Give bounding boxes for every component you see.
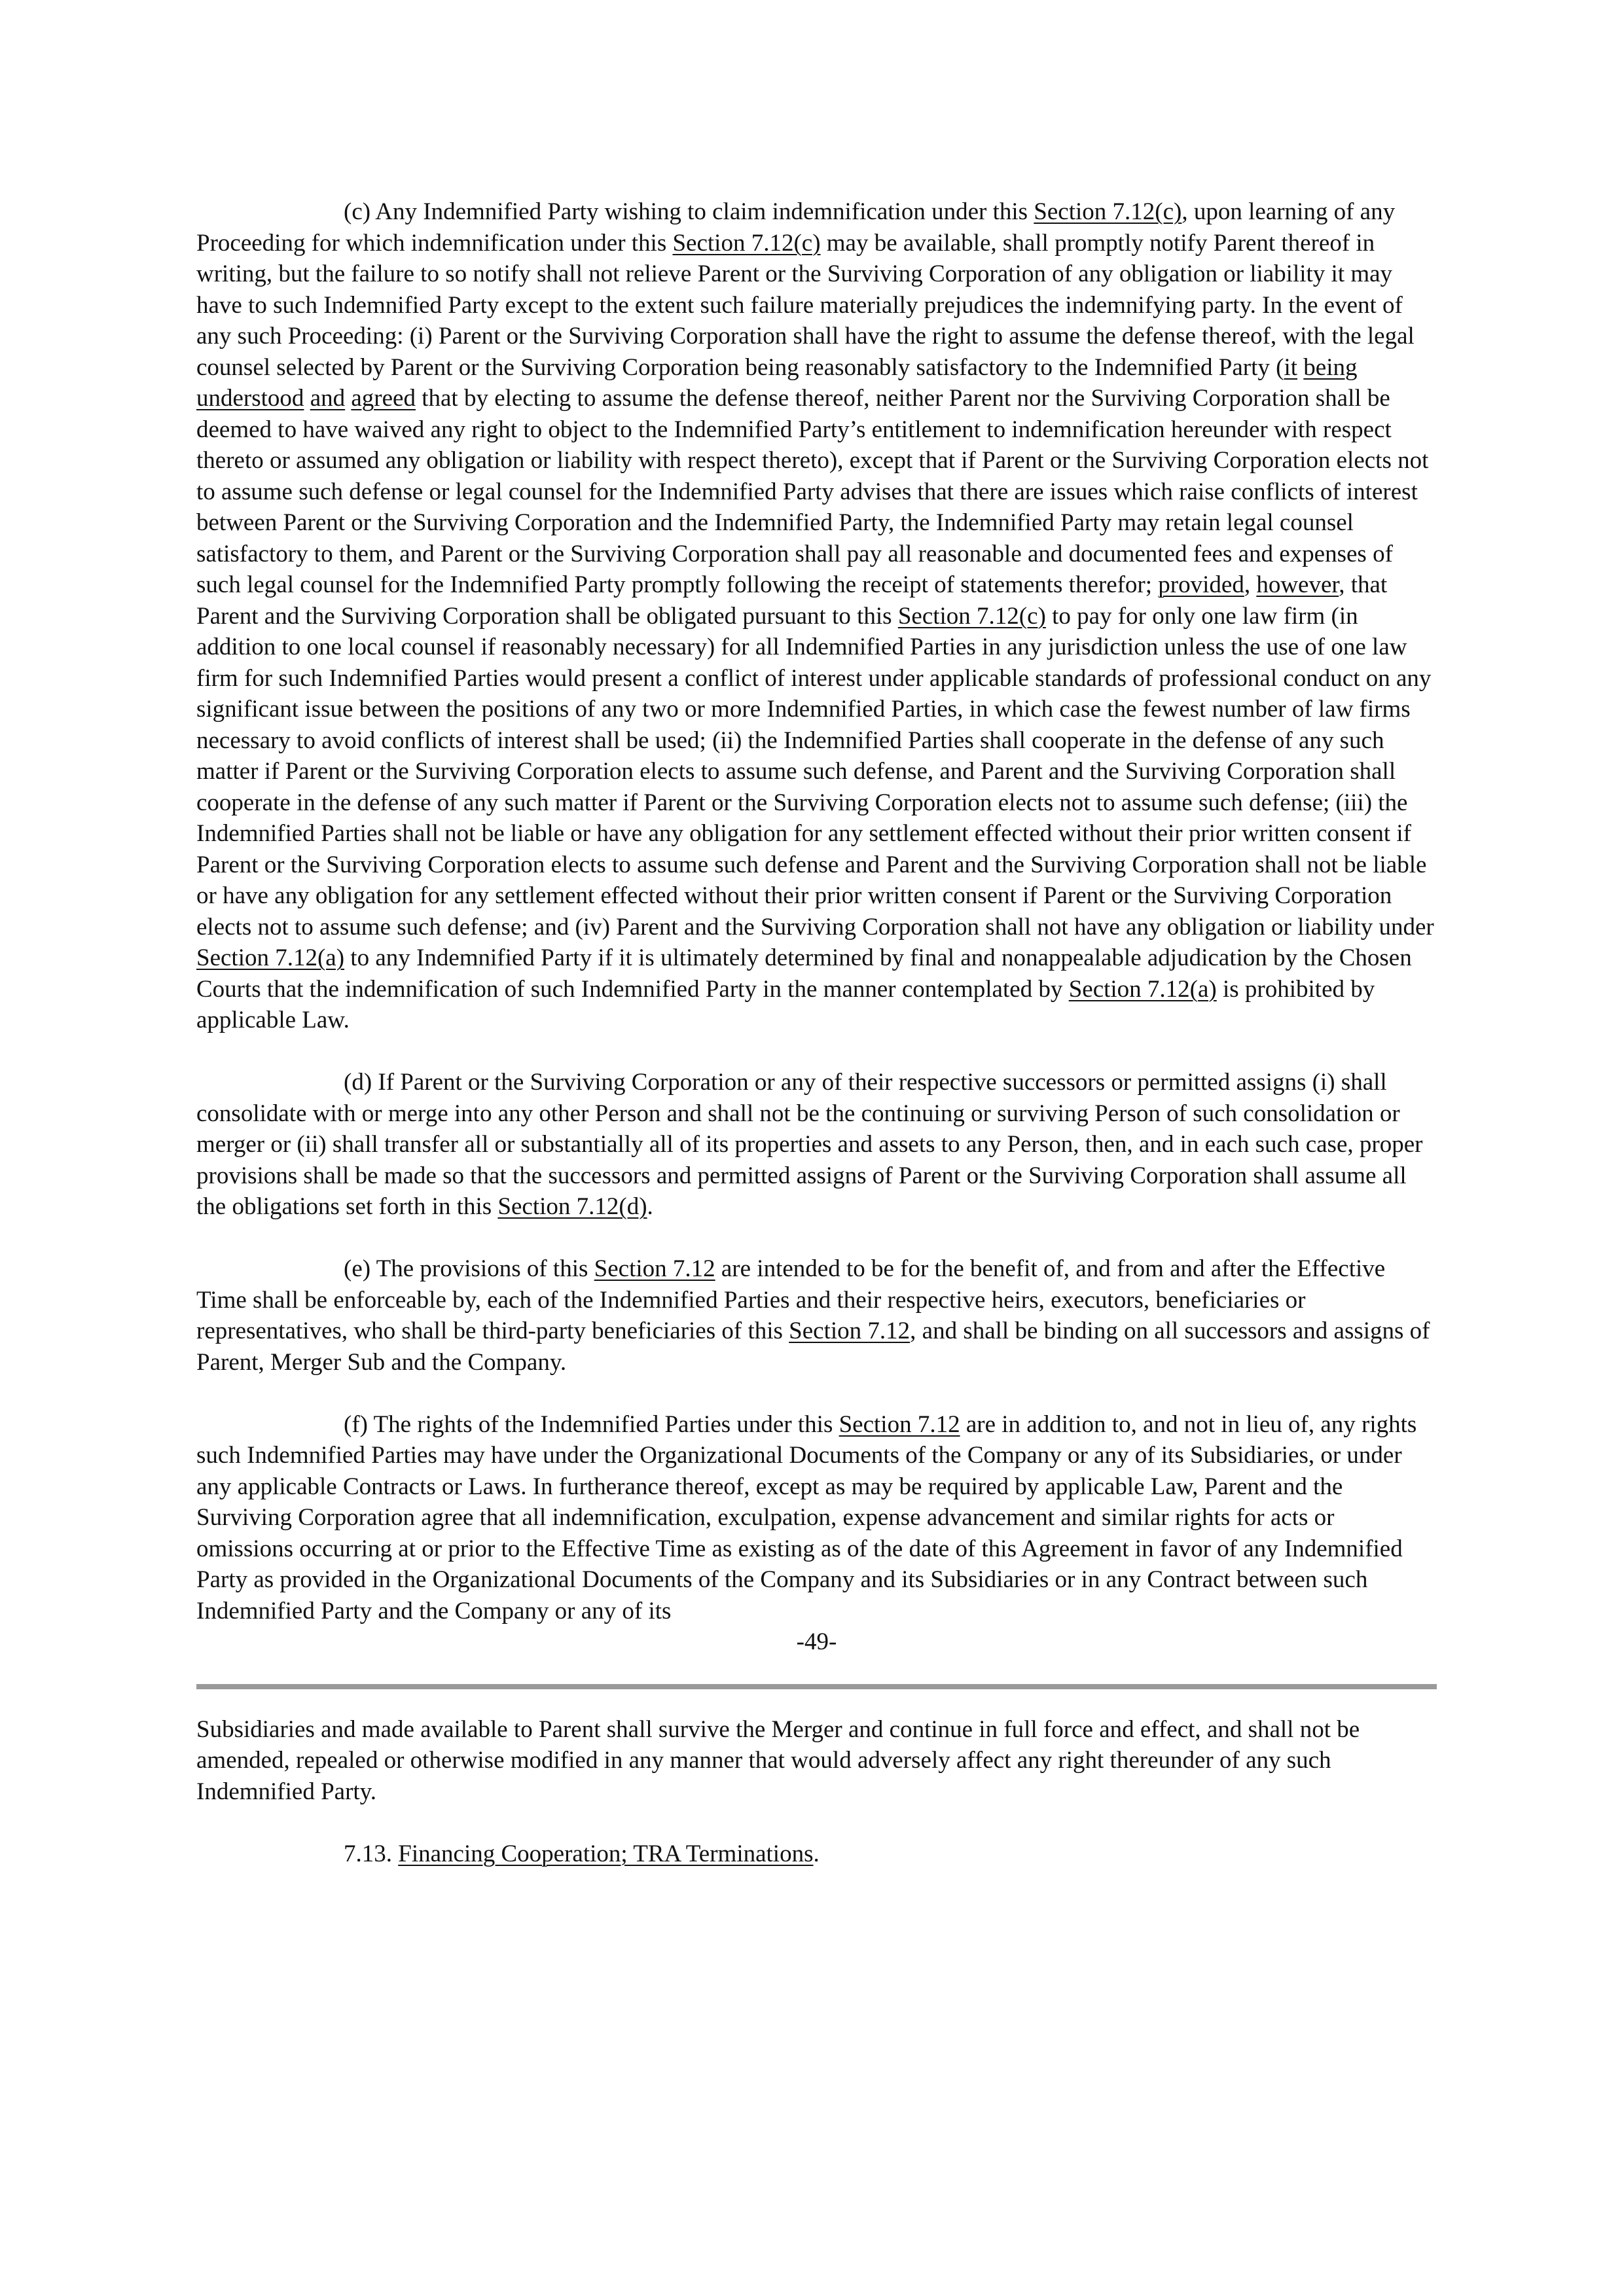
section-ref: Section 7.12(c) xyxy=(1034,198,1182,225)
document-page xyxy=(196,196,1437,1869)
paragraph-d: (d) If Parent or the Surviving Corporation or any of their respective successors or permitted assigns (i) shall consolidate with or merge into any other Person and shall not be the continuing or surviving Person of such consolidation or merger or (ii) shall transfer all or substantially all of its properties and assets to any Person, then, and in each such case, proper provisions shall be made so that the successors and permitted assigns of Parent or the Surviving Corporation shall assume all the obligations set forth in this Section 7.12(d). xyxy=(196,1069,1423,1220)
section-ref: Section 7.12 xyxy=(789,1318,911,1344)
section-ref: Section 7.12 xyxy=(594,1255,715,1282)
section-heading-title: Financing Cooperation; TRA Terminations xyxy=(398,1840,814,1867)
section-ref: Section 7.12(c) xyxy=(672,229,821,257)
page-break-divider xyxy=(196,1684,1437,1689)
section-ref: Section 7.12(d) xyxy=(497,1193,647,1220)
paragraph-c: (c) Any Indemnified Party wishing to claim indemnification under this Section 7.12(c), upon learning of any Proceeding for which indemnification under this Section 7.12(c) may be available, shall promptly notify Parent thereof in writing, but the failure to so notify shall not relieve Parent or the Surviving Corporation of any obligation or liability it may have to such Indemnified Party except to the extent such failure materially prejudices the indemnifying party. In the event of any such Proceeding: (i) Parent or the Surviving Corporation shall have the right to assume the defense thereof, with the legal counsel selected by Parent or the Surviving Corporation being reasonably satisfactory to the Indemnified Party (it being understood and agreed that by electing to assume the defense thereof, neither Parent nor the Surviving Corporation shall be deemed to have waived any right to object to the Indemnified Party’s entitlement to indemnification hereunder with respect thereto or assumed any obligation or liability with respect thereto), except that if Parent or the Surviving Corporation elects not to assume such defense or legal counsel for the Indemnified Party advises that there are issues which raise conflicts of interest between Parent or the Surviving Corporation and the Indemnified Party, the Indemnified Party may retain legal counsel satisfactory to them, and Parent or the Surviving Corporation shall pay all reasonable and documented fees and expenses of such legal counsel for the Indemnified Party promptly following the receipt of statements therefor; provided, however, that Parent and the Surviving Corporation shall be obligated pursuant to this Section 7.12(c) to pay for only one law firm (in addition to one local counsel if reasonably necessary) for all Indemnified Parties in any jurisdiction unless the use of one law firm for such Indemnified Parties would present a conflict of interest under applicable standards of professional conduct on any significant issue between the positions of any two or more Indemnified Parties, in which case the fewest number of law firms necessary to avoid conflicts of interest shall be used; (ii) the Indemnified Parties shall cooperate in the defense of any such matter if Parent or the Surviving Corporation elects to assume such defense, and Parent and the Surviving Corporation shall cooperate in the defense of any such matter if Parent or the Surviving Corporation elects not to assume such defense; (iii) the Indemnified Parties shall not be liable or have any obligation for any settlement effected without their prior written consent if Parent or the Surviving Corporation elects to assume such defense and Parent and the Surviving Corporation shall not be liable or have any obligation for any settlement effected without their prior written consent if Parent or the Surviving Corporation elects not to assume such defense; and (iv) Parent and the Surviving Corporation shall not have any obligation or liability under Section 7.12(a) to any Indemnified Party if it is ultimately determined by final and nonappealable adjudication by the Chosen Courts that the indemnification of such Indemnified Party in the manner contemplated by Section 7.12(a) is prohibited by applicable Law. xyxy=(196,198,1434,1033)
section-heading: 7.13. Financing Cooperation; TRA Terminations. xyxy=(344,1840,820,1867)
paragraph-f: (f) The rights of the Indemnified Parties under this Section 7.12 are in addition to, and not in lieu of, any rights such Indemnified Parties may have under the Organizational Documents of the Company or any of its Subsidiaries, or under any applicable Contracts or Laws. In furtherance thereof, except as may be required by applicable Law, Parent and the Surviving Corporation agree that all indemnification, exculpation, expense advancement and similar rights for acts or omissions occurring at or prior to the Effective Time as existing as of the date of this Agreement in favor of any Indemnified Party as provided in the Organizational Documents of the Company and its Subsidiaries or in any Contract between such Indemnified Party and the Company or any of its xyxy=(196,1410,1417,1624)
continuation-paragraph: Subsidiaries and made available to Parent shall survive the Merger and continue in full force and effect, and shall not be amended, repealed or otherwise modified in any manner that would adversely affect any right thereunder of any such Indemnified Party. xyxy=(196,1715,1360,1805)
section-ref: Section 7.12 xyxy=(839,1410,960,1438)
section-ref: Section 7.12(c) xyxy=(897,602,1046,630)
section-ref: Section 7.12(a) xyxy=(196,944,345,971)
section-ref: Section 7.12(a) xyxy=(1068,975,1217,1003)
page-number: -49- xyxy=(796,1628,837,1655)
paragraph-e: (e) The provisions of this Section 7.12 are intended to be for the benefit of, and from and after the Effective Time shall be enforceable by, each of the Indemnified Parties and their respective heirs, executors, beneficiaries or representatives, who shall be third-party beneficiaries of this Section 7.12, and shall be binding on all successors and assigns of Parent, Merger Sub and the Company. xyxy=(196,1255,1430,1376)
